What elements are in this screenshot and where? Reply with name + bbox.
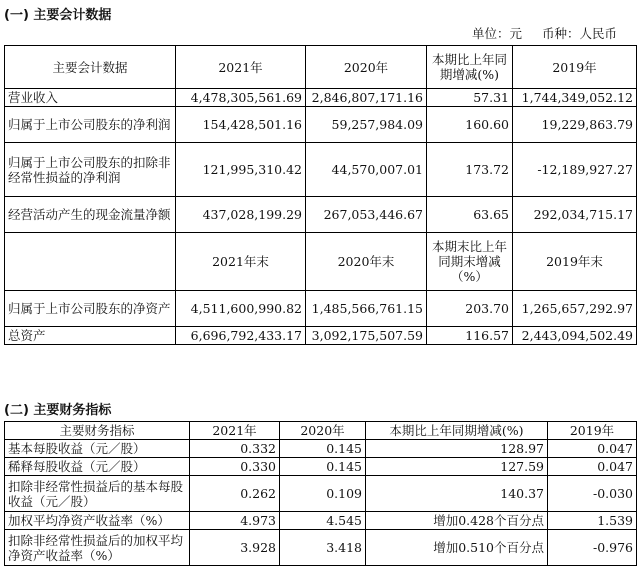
value-cell: 0.145: [280, 440, 366, 458]
table-row: [5, 107, 637, 143]
unit-label: 单位：元: [471, 26, 522, 41]
value-cell: 437,028,199.29: [176, 197, 306, 233]
header-cell: 2020年: [306, 46, 427, 89]
value-cell: 增加0.510个百分点: [366, 530, 548, 566]
section2-title: (二) 主要财务指标: [4, 403, 112, 418]
value-cell: -12,189,927.27: [513, 143, 637, 197]
currency-label: 币种：人民币: [541, 26, 617, 41]
value-cell: 63.65: [427, 197, 513, 233]
row-label: 归属于上市公司股东的净利润: [5, 107, 176, 143]
value-cell: 0.047: [548, 458, 637, 476]
table-subheader-row: [5, 233, 637, 291]
value-cell: 3.928: [190, 530, 280, 566]
header-cell: 2019年: [513, 46, 637, 89]
row-label: 归属于上市公司股东的净资产: [5, 291, 176, 327]
header-cell: 本期末比上年同期末增减（%）: [427, 233, 513, 291]
value-cell: 4.973: [190, 512, 280, 530]
header-cell: 2021年: [176, 46, 306, 89]
row-label: 营业收入: [5, 89, 176, 107]
value-cell: 2,443,094,502.49: [513, 327, 637, 345]
table-row: [5, 197, 637, 233]
header-cell: 2020年末: [306, 233, 427, 291]
unit-line: [456, 24, 617, 42]
header-cell: 2019年: [548, 422, 637, 440]
value-cell: 3,092,175,507.59: [306, 327, 427, 345]
table-row: [5, 143, 637, 197]
row-label: 稀释每股收益（元／股）: [5, 458, 190, 476]
value-cell: 292,034,715.17: [513, 197, 637, 233]
value-cell: 1,485,566,761.15: [306, 291, 427, 327]
value-cell: 4,478,305,561.69: [176, 89, 306, 107]
value-cell: 116.57: [427, 327, 513, 345]
value-cell: -0.030: [548, 476, 637, 512]
table-row: [5, 89, 637, 107]
value-cell: 0.145: [280, 458, 366, 476]
table-row: [5, 458, 637, 476]
header-cell: 2019年末: [513, 233, 637, 291]
value-cell: 127.59: [366, 458, 548, 476]
value-cell: 203.70: [427, 291, 513, 327]
financial-indicators-table: [4, 421, 637, 566]
value-cell: 1,265,657,292.97: [513, 291, 637, 327]
row-label: 加权平均净资产收益率（%）: [5, 512, 190, 530]
value-cell: 160.60: [427, 107, 513, 143]
value-cell: 3.418: [280, 530, 366, 566]
value-cell: 1,744,349,052.12: [513, 89, 637, 107]
value-cell: 2,846,807,171.16: [306, 89, 427, 107]
row-label: 归属于上市公司股东的扣除非经常性损益的净利润: [5, 143, 176, 197]
value-cell: 0.332: [190, 440, 280, 458]
table-row: [5, 476, 637, 512]
table-row: [5, 327, 637, 345]
value-cell: 0.330: [190, 458, 280, 476]
table-row: [5, 530, 637, 566]
value-cell: 6,696,792,433.17: [176, 327, 306, 345]
value-cell: 4,511,600,990.82: [176, 291, 306, 327]
accounting-data-table: [4, 45, 637, 345]
header-cell: 2021年: [190, 422, 280, 440]
header-cell: 2021年末: [176, 233, 306, 291]
value-cell: 121,995,310.42: [176, 143, 306, 197]
table-header-row: [5, 422, 637, 440]
header-cell: 2020年: [280, 422, 366, 440]
header-cell: [5, 233, 176, 291]
table-row: [5, 512, 637, 530]
table-row: [5, 440, 637, 458]
row-label: 总资产: [5, 327, 176, 345]
value-cell: 173.72: [427, 143, 513, 197]
header-cell: 本期比上年同期增减(%): [366, 422, 548, 440]
value-cell: 44,570,007.01: [306, 143, 427, 197]
value-cell: 19,229,863.79: [513, 107, 637, 143]
value-cell: 154,428,501.16: [176, 107, 306, 143]
value-cell: 57.31: [427, 89, 513, 107]
header-cell: 本期比上年同期增减(%): [427, 46, 513, 89]
table-row: [5, 291, 637, 327]
value-cell: -0.976: [548, 530, 637, 566]
value-cell: 1.539: [548, 512, 637, 530]
value-cell: 4.545: [280, 512, 366, 530]
row-label: 经营活动产生的现金流量净额: [5, 197, 176, 233]
value-cell: 0.262: [190, 476, 280, 512]
row-label: 扣除非经常性损益后的基本每股收益（元／股）: [5, 476, 190, 512]
row-label: 基本每股收益（元／股）: [5, 440, 190, 458]
table-header-row: [5, 46, 637, 89]
value-cell: 267,053,446.67: [306, 197, 427, 233]
value-cell: 59,257,984.09: [306, 107, 427, 143]
value-cell: 0.109: [280, 476, 366, 512]
value-cell: 增加0.428个百分点: [366, 512, 548, 530]
section1-title: (一) 主要会计数据: [4, 8, 112, 23]
row-label: 扣除非经常性损益后的加权平均净资产收益率（%）: [5, 530, 190, 566]
header-cell: 主要财务指标: [5, 422, 190, 440]
value-cell: 0.047: [548, 440, 637, 458]
value-cell: 140.37: [366, 476, 548, 512]
value-cell: 128.97: [366, 440, 548, 458]
header-cell: 主要会计数据: [5, 46, 176, 89]
